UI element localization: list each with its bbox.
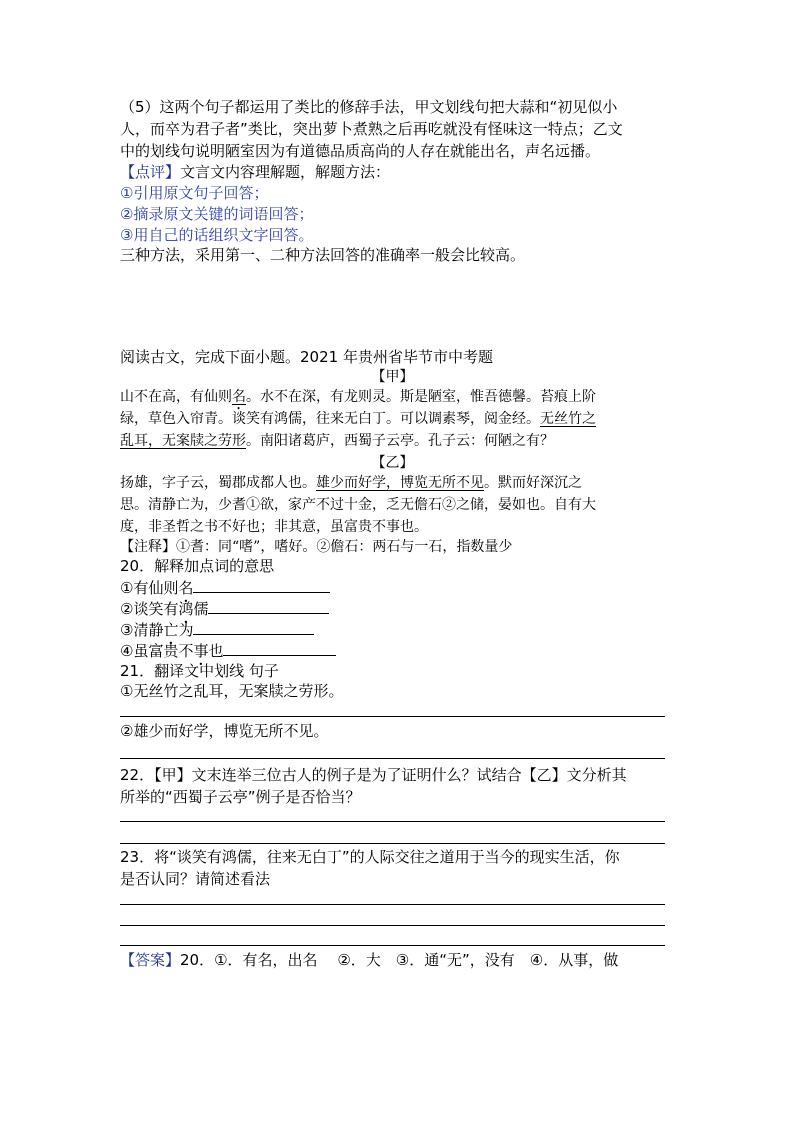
reading-intro: 阅读古文，完成下面小题。2021 年贵州省毕节市中考题 [120, 348, 493, 366]
q21-sentence-2: ②雄少而好学，博览无所不见。 [120, 722, 329, 740]
answer-blank[interactable] [193, 618, 314, 635]
yi-text: 。默而好深沉之 [484, 475, 582, 491]
jia-text: 。水不在深，有龙则灵。斯是陋室，惟吾德馨。苔痕上阶 [246, 389, 596, 405]
p5-line-2: 人，而卒为君子者”类比，突出萝卜煮熟之后再吃就没有怪味这一特点；乙文 [120, 120, 623, 138]
q21-title: 21．翻译文中划线 句子 [120, 662, 279, 680]
passage-jia-label: 【甲】 [371, 369, 414, 385]
q20-text: 也 [208, 642, 224, 660]
jia-dotted-word: 名 [232, 389, 246, 405]
answer-line[interactable] [120, 758, 665, 759]
answer-blank[interactable] [223, 639, 336, 656]
q21-sentence-1: ①无丝竹之乱耳，无案牍之劳形。 [120, 682, 344, 700]
q20-dotted-word: 事 [193, 642, 209, 660]
q20-text: ②谈笑有 [120, 600, 179, 618]
q20-text: ①有仙则 [120, 579, 179, 597]
passage-yi-line-3: 度，非圣哲之书不好也；非其意，虽富贵不事也。 [120, 519, 428, 535]
jia-text: 。南阳诸葛庐，西蜀子云亭。孔子云：何陋之有？ [246, 433, 554, 449]
method-3: ③用自己的话组织文字回答。 [120, 226, 314, 244]
passage-jia-line-2 [120, 408, 596, 430]
answer-line[interactable] [120, 821, 665, 822]
review-summary: 三种方法，采用第一、二种方法回答的准确率一般会比较高。 [120, 246, 526, 264]
q20-text: ③清静 [120, 621, 164, 639]
notes: 【注释】①耆：同“嗜”，嗜好。②儋石：两石与一石，指数量少 [120, 539, 513, 555]
q20-title: 20．解释加点词的意思 [120, 557, 275, 575]
q22-line-1: 22．【甲】文末连举三位古人的例子是为了证明什么？试结合【乙】文分析其 [120, 766, 627, 784]
passage-jia-line-3 [120, 430, 554, 452]
review-text: 文言文内容理解题，解题方法： [180, 163, 391, 181]
q20-dotted-word: 鸿 [178, 600, 194, 618]
p5-line-1: （5）这两个句子都运用了类比的修辞手法，甲文划线句把大蒜和“初见似小 [120, 98, 618, 116]
answer-tag: 【答案】 [120, 951, 181, 969]
answer-line[interactable] [120, 843, 665, 844]
answer-line[interactable] [120, 945, 665, 946]
method-1: ①引用原文句子回答； [120, 184, 269, 202]
jia-text: 绿，草色入帘青。谈笑有鸿儒，往来无白丁。可以调素琴，阅金经。 [120, 411, 540, 427]
q23-line-1: 23．将“谈笑有鸿儒，往来无白丁”的人际交往之道用于当今的现实生活，你 [120, 848, 620, 866]
q22-line-2: 所举的“西蜀子云亭”例子是否恰当？ [120, 788, 361, 806]
answer-line[interactable] [120, 925, 665, 926]
q20-text: 为 [178, 621, 194, 639]
yi-underlined-sentence: 雄少而好学，博览无所不见 [316, 475, 484, 491]
q23-line-2: 是否认同？请简述看法 [120, 870, 271, 888]
answer-blank[interactable] [193, 576, 330, 593]
passage-yi-line-2: 思。清静亡为，少耆①欲，家产不过十金，乏无儋石②之储，晏如也。自有大 [120, 497, 596, 513]
answer-line[interactable] [120, 716, 665, 717]
jia-underlined-sentence: 乱耳，无案牍之劳形 [120, 433, 246, 449]
passage-yi-label: 【乙】 [371, 455, 414, 471]
review-tag: 【点评】 [120, 163, 181, 181]
jia-text: 山不在高，有仙则 [120, 389, 232, 405]
yi-text: 扬雄，字子云，蜀郡成都人也。 [120, 475, 316, 491]
jia-underlined-sentence: 无丝竹之 [540, 411, 596, 427]
passage-yi-line-1 [120, 472, 582, 494]
answer-line[interactable] [120, 904, 665, 905]
q20-dotted-word: 亡 [163, 621, 179, 639]
method-2: ②摘录原文关键的词语回答； [120, 205, 314, 223]
q20-dotted-word: 名 [178, 579, 194, 597]
review-line [120, 161, 390, 183]
p5-line-3: 中的划线句说明陋室因为有道德品质高尚的人存在就能出名，声名远播。 [120, 142, 601, 160]
answer-blank[interactable] [208, 597, 329, 614]
q20-text: 儒 [193, 600, 209, 618]
q20-text: ④虽富贵不 [120, 642, 194, 660]
answer-line-20 [120, 949, 618, 971]
answer-text: 20．①．有名，出名 ②．大 ③．通“无”，没有 ④．从事，做 [180, 951, 619, 969]
